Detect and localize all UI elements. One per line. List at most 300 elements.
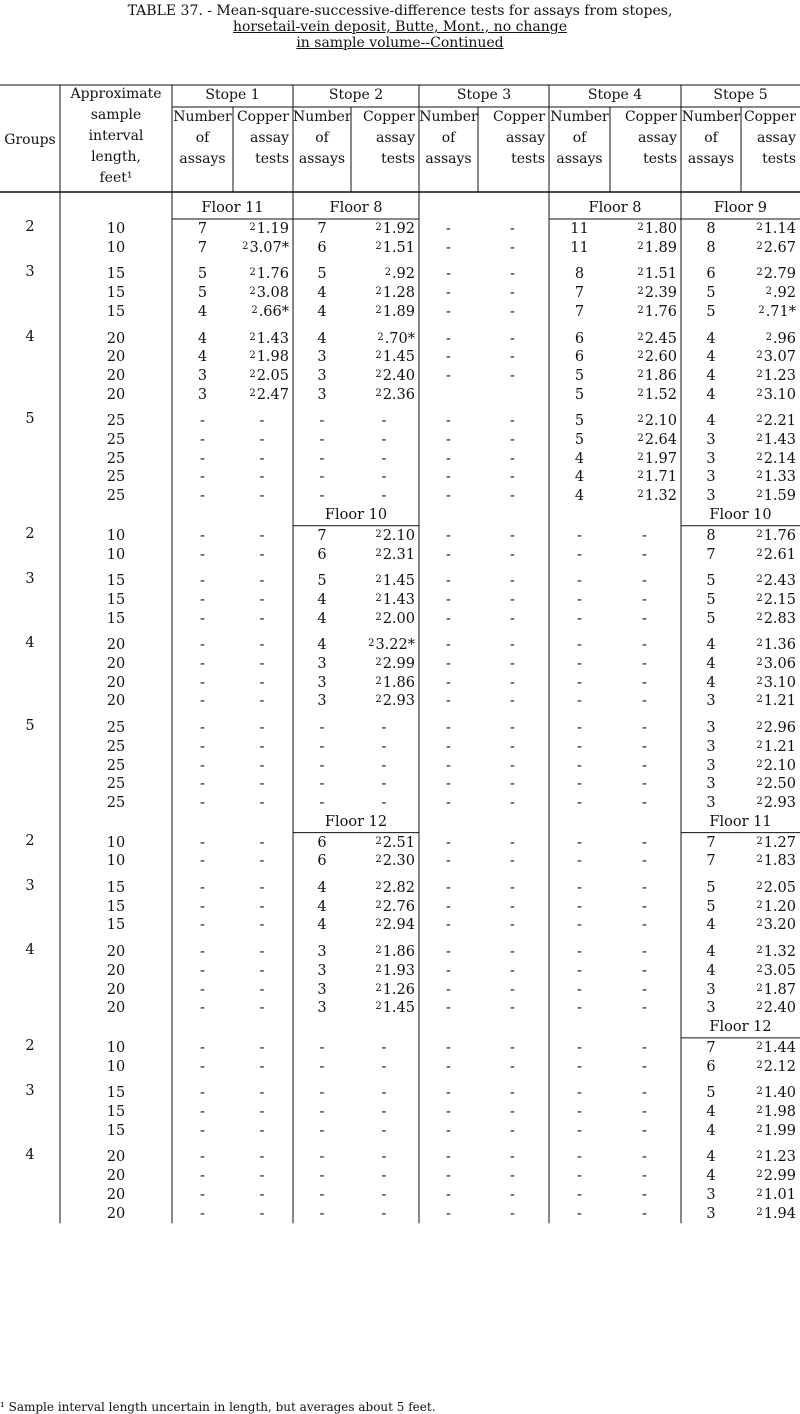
- interval-value: 25: [106, 488, 126, 505]
- header-copper-assay-tests: tests: [381, 151, 415, 167]
- number-of-assays-cell: 3: [317, 981, 327, 998]
- title-line-1: TABLE 37. - Mean-square-successive-difference tests for assays from stopes,: [127, 3, 673, 19]
- number-of-assays-cell: 6: [574, 330, 585, 347]
- footnote-mark: 2: [375, 240, 382, 252]
- header-groups: Groups: [4, 132, 56, 148]
- number-of-assays-cell: 4: [706, 944, 716, 961]
- copper-assay-test-cell: -: [642, 591, 647, 608]
- floor-label: Floor 8: [329, 200, 383, 216]
- groups-value: 2: [25, 525, 35, 542]
- footnote-mark: 2: [249, 350, 256, 362]
- number-of-assays-cell: -: [577, 1000, 582, 1017]
- header-interval-line: feet¹: [99, 170, 133, 186]
- header-number-of-assays: Number: [173, 109, 232, 125]
- header-copper-assay-tests: tests: [255, 151, 289, 167]
- footnote-mark: 2: [375, 592, 382, 604]
- footnote-mark: 2: [756, 387, 763, 399]
- copper-assay-test-cell: -: [510, 413, 515, 430]
- footnote-mark: 2: [756, 982, 763, 994]
- footnote-mark: 2: [756, 267, 763, 279]
- footnote-mark: 2: [756, 414, 763, 426]
- number-of-assays-cell: -: [446, 349, 451, 366]
- number-of-assays-cell: 5: [317, 573, 327, 590]
- copper-assay-test-cell: -: [510, 1205, 515, 1222]
- footnote-mark: 2: [375, 881, 382, 892]
- copper-assay-test-cell: $^2$1.99: [756, 1122, 796, 1139]
- copper-assay-test-cell: -: [642, 1122, 647, 1139]
- copper-assay-test-cell: $^2$1.86: [375, 674, 415, 691]
- interval-value: 15: [106, 880, 126, 896]
- interval-value: 25: [106, 738, 126, 755]
- number-of-assays-cell: -: [446, 239, 451, 256]
- copper-assay-test-cell: -: [642, 834, 647, 851]
- footnote-mark: 2: [756, 694, 763, 706]
- copper-assay-test-cell: $^2$2.30: [375, 853, 415, 870]
- copper-assay-test-cell: -: [642, 1000, 647, 1017]
- number-of-assays-cell: -: [577, 610, 582, 627]
- number-of-assays-cell: 3: [706, 794, 716, 811]
- number-of-assays-cell: -: [200, 469, 205, 486]
- footnote-mark: 2: [756, 1086, 763, 1098]
- header-number-of-assays: Number: [293, 109, 352, 125]
- number-of-assays-cell: -: [577, 757, 582, 774]
- header-number-of-assays: assays: [556, 151, 603, 167]
- number-of-assays-cell: 5: [706, 303, 716, 320]
- number-of-assays-cell: -: [200, 1085, 205, 1102]
- copper-assay-test-cell: $^2$2.79: [756, 266, 796, 283]
- number-of-assays-cell: -: [200, 944, 205, 961]
- copper-assay-test-cell: $^2$1.36: [756, 637, 796, 654]
- copper-assay-test-cell: $^2$1.98: [249, 349, 289, 366]
- copper-assay-test-cell: -: [259, 573, 265, 590]
- copper-assay-test-cell: $^2$1.76: [756, 527, 796, 544]
- number-of-assays-cell: -: [446, 527, 451, 544]
- footnote-mark: 2: [756, 758, 763, 770]
- floor-label: Floor 12: [324, 813, 388, 830]
- footnote-mark: 2: [375, 675, 382, 687]
- copper-assay-test-cell: -: [510, 834, 515, 851]
- copper-assay-test-cell: -: [510, 573, 515, 590]
- copper-assay-test-cell: $^2$2.05: [249, 367, 289, 384]
- number-of-assays-cell: 4: [317, 880, 327, 896]
- number-of-assays-cell: -: [446, 794, 451, 811]
- header-interval-line: length,: [91, 149, 141, 165]
- copper-assay-test-cell: -: [259, 1058, 265, 1075]
- copper-assay-test-cell: -: [259, 1000, 265, 1017]
- number-of-assays-cell: 3: [706, 693, 716, 710]
- number-of-assays-cell: -: [446, 546, 451, 563]
- groups-value: 2: [25, 832, 35, 849]
- footnote-mark: 2: [637, 240, 644, 252]
- number-of-assays-cell: -: [446, 917, 451, 934]
- copper-assay-test-cell: -: [642, 1205, 647, 1222]
- footnote-mark: 2: [756, 945, 763, 957]
- number-of-assays-cell: -: [446, 1000, 451, 1017]
- copper-assay-test-cell: -: [259, 880, 265, 896]
- copper-assay-test-cell: $^2$2.47: [249, 386, 289, 403]
- copper-assay-test-cell: $^2$3.10: [756, 386, 796, 403]
- floor-label: Floor 8: [588, 200, 642, 216]
- footnote-mark: 2: [375, 368, 382, 380]
- copper-assay-test-cell: $^2$1.43: [756, 432, 796, 448]
- copper-assay-test-cell: $^2$2.10: [637, 413, 677, 430]
- number-of-assays-cell: -: [319, 794, 325, 811]
- number-of-assays-cell: 4: [706, 367, 716, 384]
- number-of-assays-cell: -: [577, 794, 582, 811]
- copper-assay-test-cell: $^2$3.07*: [242, 239, 289, 256]
- copper-assay-test-cell: $^2$1.45: [375, 573, 415, 590]
- copper-assay-test-cell: -: [642, 674, 647, 691]
- copper-assay-test-cell: $^2$2.94: [375, 917, 415, 934]
- copper-assay-test-cell: $^2$2.96: [756, 720, 796, 737]
- number-of-assays-cell: 8: [574, 266, 585, 283]
- header-number-of-assays: assays: [298, 151, 346, 167]
- number-of-assays-cell: 4: [317, 330, 327, 347]
- floor-label: Floor 10: [324, 506, 388, 523]
- number-of-assays-cell: -: [446, 898, 451, 915]
- number-of-assays-cell: 4: [706, 1104, 716, 1120]
- number-of-assays-cell: -: [200, 1168, 205, 1185]
- number-of-assays-cell: 3: [706, 776, 716, 793]
- copper-assay-test-cell: -: [510, 1122, 515, 1139]
- copper-assay-test-cell: $^2$1.01: [756, 1186, 796, 1203]
- copper-assay-test-cell: -: [259, 527, 265, 544]
- floor-label: Floor 11: [709, 813, 772, 830]
- copper-assay-test-cell: -: [381, 1085, 387, 1102]
- number-of-assays-cell: -: [446, 330, 451, 347]
- number-of-assays-cell: -: [446, 853, 451, 870]
- interval-value: 20: [106, 1000, 126, 1017]
- number-of-assays-cell: -: [577, 776, 582, 793]
- header-copper-assay-tests: tests: [762, 151, 796, 167]
- copper-assay-test-cell: -: [381, 757, 387, 774]
- copper-assay-test-cell: $^2$1.92: [375, 221, 415, 237]
- copper-assay-test-cell: -: [642, 1039, 647, 1056]
- number-of-assays-cell: 3: [197, 367, 208, 384]
- number-of-assays-cell: -: [577, 1205, 582, 1222]
- footnote-mark: 2: [249, 368, 256, 380]
- copper-assay-test-cell: -: [510, 1000, 515, 1017]
- number-of-assays-cell: -: [319, 1104, 325, 1120]
- number-of-assays-cell: 4: [706, 656, 716, 672]
- number-of-assays-cell: -: [446, 573, 451, 590]
- number-of-assays-cell: -: [200, 1058, 205, 1075]
- copper-assay-test-cell: -: [510, 656, 515, 672]
- copper-assay-test-cell: -: [642, 693, 647, 710]
- copper-assay-test-cell: $^2$1.28: [375, 285, 415, 302]
- copper-assay-test-cell: -: [642, 981, 647, 998]
- header-number-of-assays: of: [572, 130, 587, 146]
- title-line-2: horsetail-vein deposit, Butte, Mont., no change: [232, 19, 568, 35]
- copper-assay-test-cell: $^2$1.43: [375, 591, 415, 608]
- number-of-assays-cell: -: [446, 757, 451, 774]
- copper-assay-test-cell: $^2$3.08: [249, 285, 289, 302]
- copper-assay-test-cell: $^2$1.80: [637, 221, 677, 237]
- footnote-mark: 2: [249, 286, 256, 298]
- copper-assay-test-cell: -: [642, 853, 647, 870]
- number-of-assays-cell: -: [200, 962, 205, 979]
- footnote-mark: 2: [637, 433, 644, 444]
- copper-assay-test-cell: $^2$1.32: [637, 488, 677, 505]
- number-of-assays-cell: -: [577, 1122, 582, 1139]
- footnote-mark: 2: [756, 854, 763, 866]
- footnote-mark: 2: [375, 304, 382, 316]
- copper-assay-test-cell: -: [259, 944, 265, 961]
- copper-assay-test-cell: $^2$2.64: [637, 432, 677, 448]
- footnote-mark: 2: [375, 286, 382, 298]
- interval-value: 15: [106, 898, 126, 915]
- header-stope-2: Stope 2: [328, 87, 384, 103]
- number-of-assays-cell: -: [200, 610, 205, 627]
- interval-value: 25: [106, 432, 126, 448]
- number-of-assays-cell: -: [200, 917, 205, 934]
- number-of-assays-cell: 11: [570, 221, 589, 237]
- number-of-assays-cell: -: [319, 1039, 325, 1056]
- copper-assay-test-cell: -: [510, 674, 515, 691]
- number-of-assays-cell: -: [577, 656, 582, 672]
- copper-assay-test-cell: $^2$1.23: [756, 367, 796, 384]
- footnote-mark: 2: [756, 835, 763, 847]
- copper-assay-test-cell: -: [510, 637, 515, 654]
- footnote-mark: 2: [756, 489, 763, 501]
- groups-value: 3: [25, 878, 35, 894]
- copper-assay-test-cell: $^2$2.15: [756, 591, 796, 608]
- number-of-assays-cell: 3: [317, 944, 327, 961]
- number-of-assays-cell: -: [200, 1186, 205, 1203]
- number-of-assays-cell: -: [319, 1186, 325, 1203]
- number-of-assays-cell: 7: [706, 1039, 716, 1056]
- number-of-assays-cell: -: [200, 880, 205, 896]
- groups-value: 5: [25, 411, 35, 428]
- number-of-assays-cell: 3: [317, 349, 327, 366]
- copper-assay-test-cell: $^2$1.40: [756, 1085, 796, 1102]
- copper-assay-test-cell: -: [259, 720, 265, 737]
- floor-label: Floor 9: [714, 200, 767, 216]
- number-of-assays-cell: -: [446, 266, 451, 283]
- number-of-assays-cell: 5: [574, 367, 585, 384]
- header-copper-assay-tests: assay: [250, 130, 289, 146]
- number-of-assays-cell: -: [200, 776, 205, 793]
- number-of-assays-cell: -: [200, 720, 205, 737]
- number-of-assays-cell: 5: [706, 573, 716, 590]
- copper-assay-test-cell: $^2$2.40: [756, 1000, 796, 1017]
- floor-label: Floor 10: [709, 506, 772, 523]
- header-number-of-assays: of: [315, 130, 329, 146]
- floor-label: Floor 12: [709, 1018, 772, 1035]
- copper-assay-test-cell: $^2$1.32: [756, 944, 796, 961]
- header-number-of-assays: assays: [425, 151, 472, 167]
- copper-assay-test-cell: $^2$1.59: [756, 488, 796, 505]
- header-stope-1: Stope 1: [205, 87, 260, 103]
- number-of-assays-cell: 3: [706, 450, 716, 467]
- number-of-assays-cell: 3: [706, 432, 716, 448]
- footnote-mark: 2: [637, 368, 644, 380]
- copper-assay-test-cell: $^2$1.21: [756, 738, 796, 755]
- copper-assay-test-cell: -: [259, 656, 265, 672]
- footnote-mark: 2: [756, 657, 763, 668]
- interval-value: 20: [106, 981, 126, 998]
- copper-assay-test-cell: -: [510, 221, 515, 237]
- interval-value: 20: [106, 637, 126, 654]
- copper-assay-test-cell: $^2$1.98: [756, 1104, 796, 1120]
- interval-value: 25: [106, 469, 126, 486]
- copper-assay-test-cell: -: [642, 1085, 647, 1102]
- copper-assay-test-cell: $^2$2.50: [756, 776, 796, 793]
- interval-value: 15: [106, 1085, 126, 1102]
- copper-assay-test-cell: $^2$2.10: [756, 757, 796, 774]
- number-of-assays-cell: -: [446, 834, 451, 851]
- number-of-assays-cell: 5: [574, 386, 585, 403]
- number-of-assays-cell: -: [446, 1168, 451, 1185]
- copper-assay-test-cell: $^2$2.10: [375, 527, 415, 544]
- number-of-assays-cell: -: [446, 610, 451, 627]
- interval-value: 15: [106, 591, 126, 608]
- footnote-mark: 2: [637, 350, 644, 362]
- copper-assay-test-cell: -: [642, 1186, 647, 1203]
- number-of-assays-cell: -: [200, 898, 205, 915]
- number-of-assays-cell: -: [200, 573, 205, 590]
- number-of-assays-cell: 3: [706, 757, 716, 774]
- copper-assay-test-cell: -: [259, 674, 265, 691]
- number-of-assays-cell: -: [446, 488, 451, 505]
- number-of-assays-cell: -: [577, 944, 582, 961]
- interval-value: 25: [106, 413, 126, 430]
- number-of-assays-cell: -: [446, 981, 451, 998]
- number-of-assays-cell: 5: [197, 266, 208, 283]
- number-of-assays-cell: 6: [706, 266, 716, 283]
- interval-value: 10: [106, 221, 126, 237]
- copper-assay-test-cell: $^2$1.76: [637, 303, 677, 320]
- number-of-assays-cell: -: [577, 1186, 582, 1203]
- copper-assay-test-cell: -: [510, 776, 515, 793]
- copper-assay-test-cell: -: [259, 546, 265, 563]
- number-of-assays-cell: 7: [317, 221, 327, 237]
- footnote-mark: 2: [756, 240, 763, 252]
- copper-assay-test-cell: -: [259, 591, 265, 608]
- copper-assay-test-cell: -: [510, 1186, 515, 1203]
- footnote-mark: 2: [756, 795, 763, 807]
- footnote-mark: 2: [375, 222, 382, 233]
- copper-assay-test-cell: $^2$3.10: [756, 674, 796, 691]
- copper-assay-test-cell: $^2$.71*: [758, 303, 796, 320]
- number-of-assays-cell: -: [446, 413, 451, 430]
- number-of-assays-cell: -: [319, 757, 325, 774]
- interval-value: 25: [106, 720, 126, 737]
- number-of-assays-cell: 7: [197, 221, 208, 237]
- number-of-assays-cell: 8: [706, 239, 716, 256]
- copper-assay-test-cell: $^2$.92: [384, 266, 415, 283]
- groups-value: 3: [25, 1083, 35, 1100]
- copper-assay-test-cell: $^2$1.26: [375, 981, 415, 998]
- number-of-assays-cell: -: [319, 432, 325, 448]
- footnote-mark: 2: [756, 777, 763, 789]
- number-of-assays-cell: -: [577, 962, 582, 979]
- footnote-mark: 2: [251, 304, 258, 316]
- interval-value: 15: [106, 303, 126, 320]
- footnote-mark: 2: [756, 675, 763, 687]
- number-of-assays-cell: 3: [706, 488, 716, 505]
- number-of-assays-cell: 3: [317, 674, 327, 691]
- number-of-assays-cell: -: [446, 303, 451, 320]
- copper-assay-test-cell: -: [510, 488, 515, 505]
- footnote-mark: 2: [242, 240, 249, 252]
- number-of-assays-cell: -: [446, 1058, 451, 1075]
- number-of-assays-cell: 4: [706, 962, 716, 979]
- footnote-mark: 2: [756, 1059, 763, 1071]
- number-of-assays-cell: 4: [197, 330, 208, 347]
- footnote-mark: 2: [375, 611, 382, 623]
- copper-assay-test-cell: -: [259, 917, 265, 934]
- number-of-assays-cell: -: [200, 693, 205, 710]
- footnote-mark: 2: [249, 222, 256, 233]
- number-of-assays-cell: -: [319, 450, 325, 467]
- number-of-assays-cell: -: [446, 1205, 451, 1222]
- header-number-of-assays: assays: [687, 151, 735, 167]
- footnote-mark: 2: [375, 963, 382, 975]
- copper-assay-test-cell: -: [642, 1168, 647, 1185]
- interval-value: 20: [106, 1168, 126, 1185]
- number-of-assays-cell: 3: [706, 1186, 716, 1203]
- footnote-mark: 2: [637, 451, 644, 463]
- number-of-assays-cell: -: [446, 637, 451, 654]
- number-of-assays-cell: 4: [197, 349, 208, 366]
- footnote-mark: 2: [756, 1150, 763, 1162]
- number-of-assays-cell: 5: [706, 591, 716, 608]
- number-of-assays-cell: 4: [317, 591, 327, 608]
- copper-assay-test-cell: $^2$1.87: [756, 981, 796, 998]
- number-of-assays-cell: -: [446, 285, 451, 302]
- header-copper-assay-tests: tests: [643, 151, 677, 167]
- copper-assay-test-cell: -: [510, 880, 515, 896]
- number-of-assays-cell: 4: [317, 610, 327, 627]
- number-of-assays-cell: -: [319, 1149, 325, 1166]
- copper-assay-test-cell: -: [510, 981, 515, 998]
- footnote-mark: 2: [375, 945, 382, 957]
- copper-assay-test-cell: -: [259, 1186, 265, 1203]
- number-of-assays-cell: -: [577, 1058, 582, 1075]
- interval-value: 25: [106, 794, 126, 811]
- copper-assay-test-cell: -: [642, 720, 647, 737]
- footnote-mark: 2: [756, 963, 763, 975]
- copper-assay-test-cell: -: [259, 1205, 265, 1222]
- footnote-mark: 2: [637, 222, 644, 233]
- number-of-assays-cell: -: [577, 898, 582, 915]
- interval-value: 25: [106, 757, 126, 774]
- copper-assay-test-cell: -: [381, 738, 387, 755]
- footnote-mark: 2: [756, 222, 763, 233]
- number-of-assays-cell: -: [200, 1205, 205, 1222]
- groups-value: 4: [25, 328, 35, 345]
- copper-assay-test-cell: -: [510, 693, 515, 710]
- footnote-mark: 2: [637, 286, 644, 298]
- copper-assay-test-cell: $^2$1.86: [375, 944, 415, 961]
- copper-assay-test-cell: -: [259, 450, 265, 467]
- number-of-assays-cell: -: [577, 738, 582, 755]
- copper-assay-test-cell: -: [259, 1168, 265, 1185]
- footnote-mark: 2: [756, 547, 763, 559]
- copper-assay-test-cell: -: [259, 853, 265, 870]
- number-of-assays-cell: 4: [706, 386, 716, 403]
- copper-assay-test-cell: $^2$2.67: [756, 239, 796, 256]
- copper-assay-test-cell: -: [510, 962, 515, 979]
- header-number-of-assays: assays: [179, 151, 226, 167]
- footnote-mark: 2: [756, 1105, 763, 1116]
- interval-value: 15: [106, 266, 126, 283]
- header-stope-4: Stope 4: [587, 87, 643, 103]
- copper-assay-test-cell: -: [259, 1039, 265, 1056]
- header-copper-assay-tests: assay: [638, 130, 677, 146]
- number-of-assays-cell: -: [577, 674, 582, 691]
